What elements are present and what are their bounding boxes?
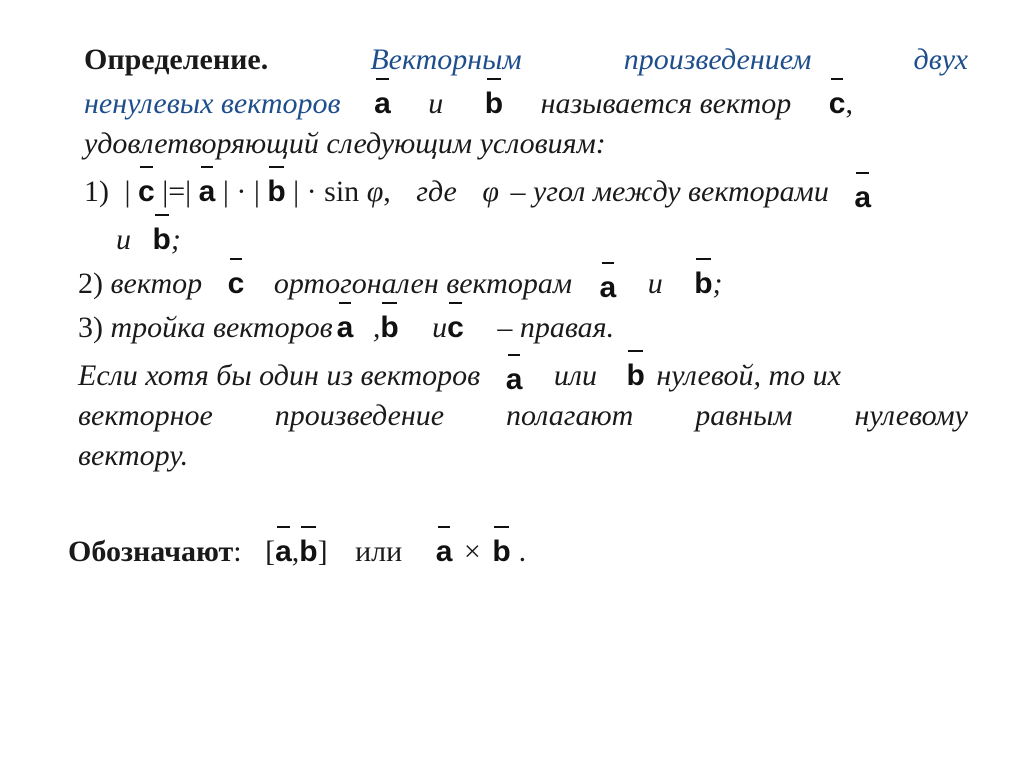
formula-bar: | xyxy=(124,175,139,208)
definition-line-1 xyxy=(84,42,968,78)
punctuation: , xyxy=(291,535,300,568)
conjunction: или xyxy=(553,359,597,392)
condition-3 xyxy=(78,310,614,346)
condition-text: вектор xyxy=(110,267,203,300)
vector-b: b xyxy=(152,223,171,256)
vector-a: a xyxy=(336,311,354,344)
condition-number: 1) xyxy=(84,175,109,208)
formula-part: | · sin xyxy=(285,175,367,208)
phi-symbol: φ xyxy=(366,175,384,208)
vector-a: a xyxy=(198,175,216,208)
vector-c: c xyxy=(828,87,846,120)
definition-heading: Определение. xyxy=(84,43,269,76)
definition-word: Векторным xyxy=(370,43,522,76)
definition-text: называется вектор xyxy=(540,87,792,120)
punctuation: , xyxy=(845,87,853,120)
note-text: нулевой, то их xyxy=(656,359,841,392)
definition-word: двух xyxy=(913,43,968,76)
vector-a: a xyxy=(435,535,453,568)
vector-a: a xyxy=(599,271,617,304)
notation-label: Обозначают xyxy=(68,535,234,568)
note-text: Если хотя бы один из векторов xyxy=(78,359,481,392)
conjunction: и xyxy=(116,223,131,256)
punctuation: ; xyxy=(170,223,181,256)
conjunction: или xyxy=(355,535,403,568)
vector-c: c xyxy=(227,267,245,300)
vector-b: b xyxy=(626,359,645,392)
note-line-2 xyxy=(78,398,968,434)
vector-c: c xyxy=(138,175,155,208)
note-word: полагают xyxy=(506,399,634,432)
condition-text: ортогонален векторам xyxy=(273,267,572,300)
definition-word: произведением xyxy=(623,43,812,76)
punctuation: , xyxy=(372,311,381,344)
note-word: равным xyxy=(695,399,793,432)
notation-line xyxy=(68,534,526,570)
formula-part: |=| xyxy=(154,175,199,208)
conjunction: и xyxy=(428,87,444,120)
vector-a: a xyxy=(854,181,872,214)
note-text: вектору. xyxy=(78,439,189,472)
phi-symbol: φ xyxy=(482,175,499,208)
condition-text: где xyxy=(416,175,457,208)
vector-a: a xyxy=(505,363,523,396)
note-word: векторное xyxy=(78,399,213,432)
punctuation: : xyxy=(233,535,242,568)
bracket-close: ] xyxy=(317,535,328,568)
bracket-open: [ xyxy=(265,535,276,568)
punctuation: . xyxy=(518,535,527,568)
punctuation: ; xyxy=(712,267,723,300)
definition-line-3 xyxy=(84,126,606,162)
definition-text: ненулевых векторов xyxy=(84,87,341,120)
punctuation: , xyxy=(383,175,391,208)
vector-b: b xyxy=(299,535,318,568)
condition-text: – правая. xyxy=(497,311,615,344)
formula-part: | · | xyxy=(215,175,268,208)
condition-2 xyxy=(78,266,723,302)
vector-a: a xyxy=(275,535,292,568)
vector-b: b xyxy=(267,175,286,208)
condition-text: – угол между векторами xyxy=(510,175,829,208)
condition-1-continued xyxy=(116,222,181,258)
conjunction: и xyxy=(647,267,663,300)
condition-number: 3) xyxy=(78,311,103,344)
vector-a: a xyxy=(374,87,391,120)
note-line-1 xyxy=(78,358,841,394)
condition-text: тройка векторов xyxy=(110,311,333,344)
times-symbol: × xyxy=(463,535,481,568)
vector-b: b xyxy=(380,311,399,344)
definition-line-2 xyxy=(84,86,853,122)
note-word: нулевому xyxy=(854,399,968,432)
conjunction: и xyxy=(432,311,448,344)
note-line-3 xyxy=(78,438,188,474)
note-word: произведение xyxy=(274,399,445,432)
condition-number: 2) xyxy=(78,267,103,300)
vector-c: c xyxy=(447,311,464,344)
definition-text: удовлетворяющий следующим условиям: xyxy=(84,127,606,160)
condition-1 xyxy=(84,174,872,214)
vector-b: b xyxy=(694,267,713,300)
vector-b: b xyxy=(484,87,504,120)
vector-b: b xyxy=(492,535,511,568)
